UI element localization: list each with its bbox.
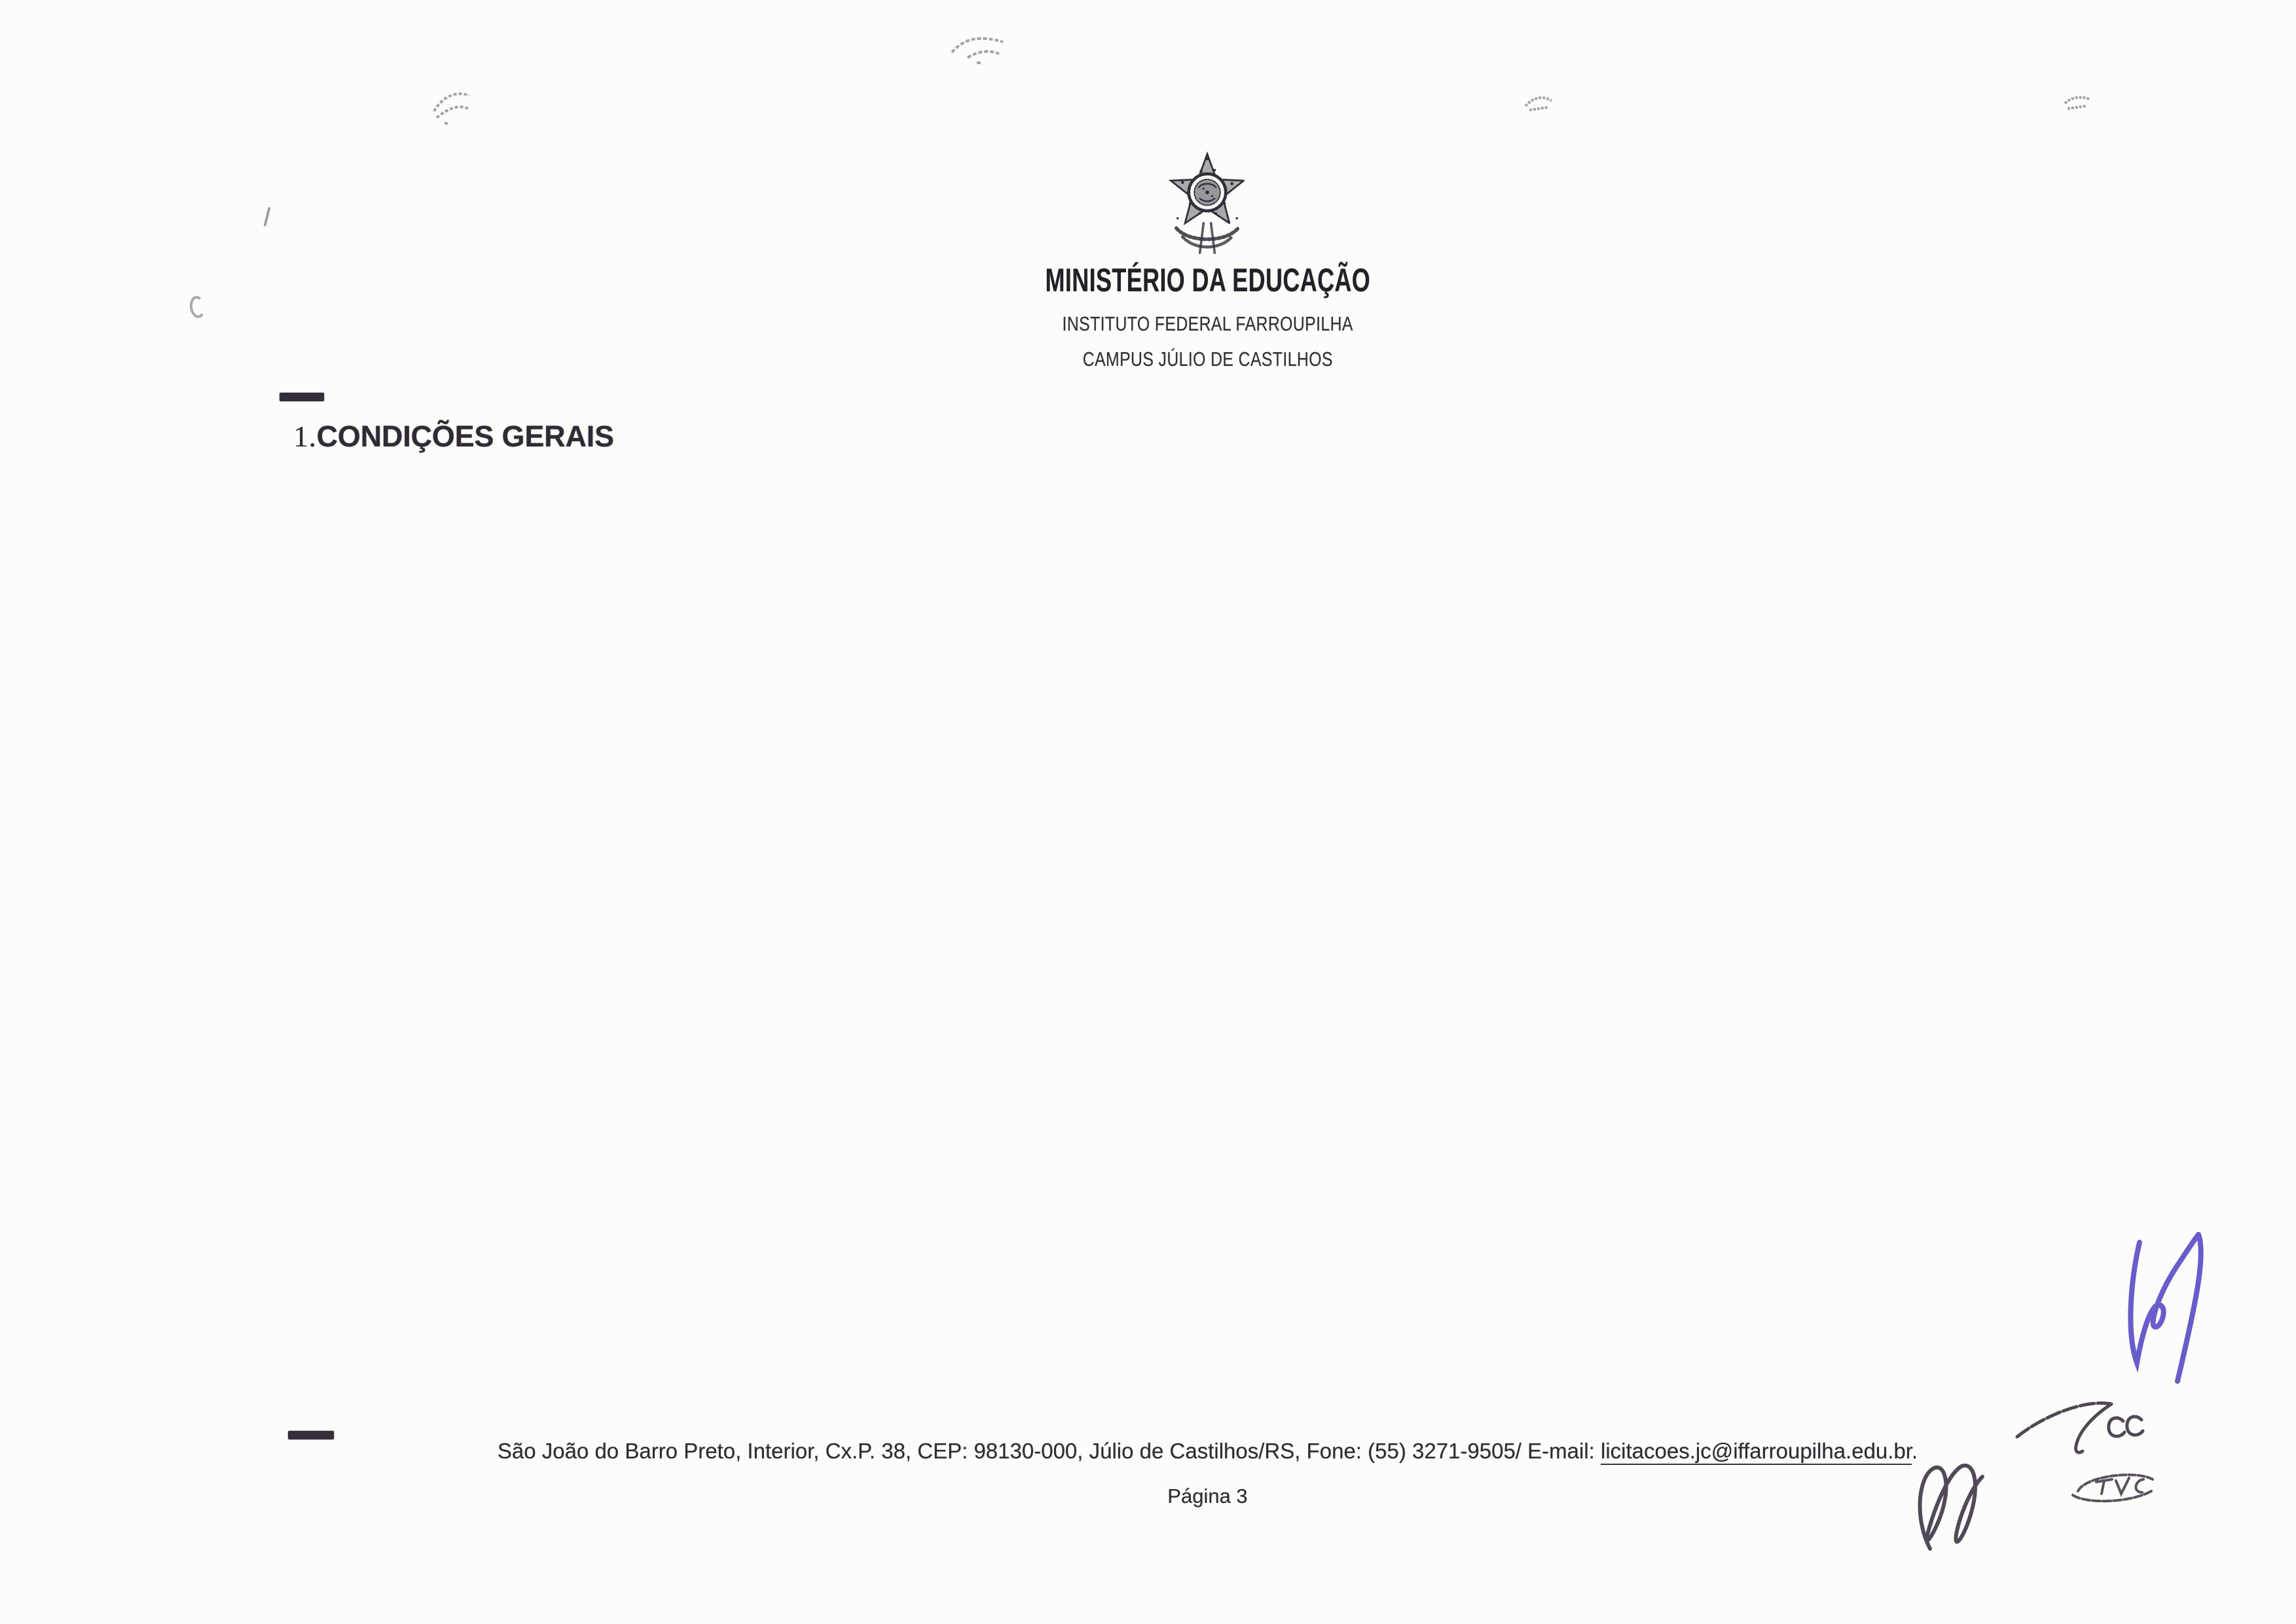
scan-smudge <box>1523 92 1556 114</box>
brazil-coat-of-arms-icon <box>1164 144 1250 259</box>
scan-smudge <box>948 30 1008 65</box>
footer-address-prefix: São João do Barro Preto, Interior, Cx.P. 38, CEP: 98130-000, Júlio de Castilhos/RS, Fone: (55) 3271-9505/ E-mail: <box>497 1439 1601 1463</box>
document-body <box>293 410 2167 454</box>
margin-dash-top <box>280 393 324 401</box>
signature-dark-initials-rcl <box>2013 1396 2154 1462</box>
signature-blue-initials <box>2121 1228 2236 1388</box>
section-heading-condicoes-gerais <box>293 418 2167 454</box>
institute-subtitle <box>60 312 2296 336</box>
institute-subtitle-text: INSTITUTO FEDERAL FARROUPILHA <box>1062 312 1353 335</box>
scan-smudge <box>2062 92 2094 113</box>
signature-dark-initials-tvc <box>2068 1466 2160 1509</box>
footer-email: licitacoes.jc@iffarroupilha.edu.br <box>1601 1439 1912 1465</box>
section-heading-number: 1. <box>293 420 317 453</box>
signature-dark-loop-scribble <box>1912 1456 2000 1555</box>
campus-subtitle-text: CAMPUS JÚLIO DE CASTILHOS <box>1082 348 1333 370</box>
scan-tick-mark <box>263 207 270 226</box>
scan-smudge <box>429 77 476 126</box>
campus-subtitle <box>60 348 2296 371</box>
ministry-title <box>60 261 2296 299</box>
page-number: Página 3 <box>1167 1485 1248 1507</box>
section-heading-label: CONDIÇÕES GERAIS <box>316 420 614 453</box>
footer-address-suffix: . <box>1911 1439 1918 1463</box>
ministry-title-text: MINISTÉRIO DA EDUCAÇÃO <box>1045 262 1370 298</box>
